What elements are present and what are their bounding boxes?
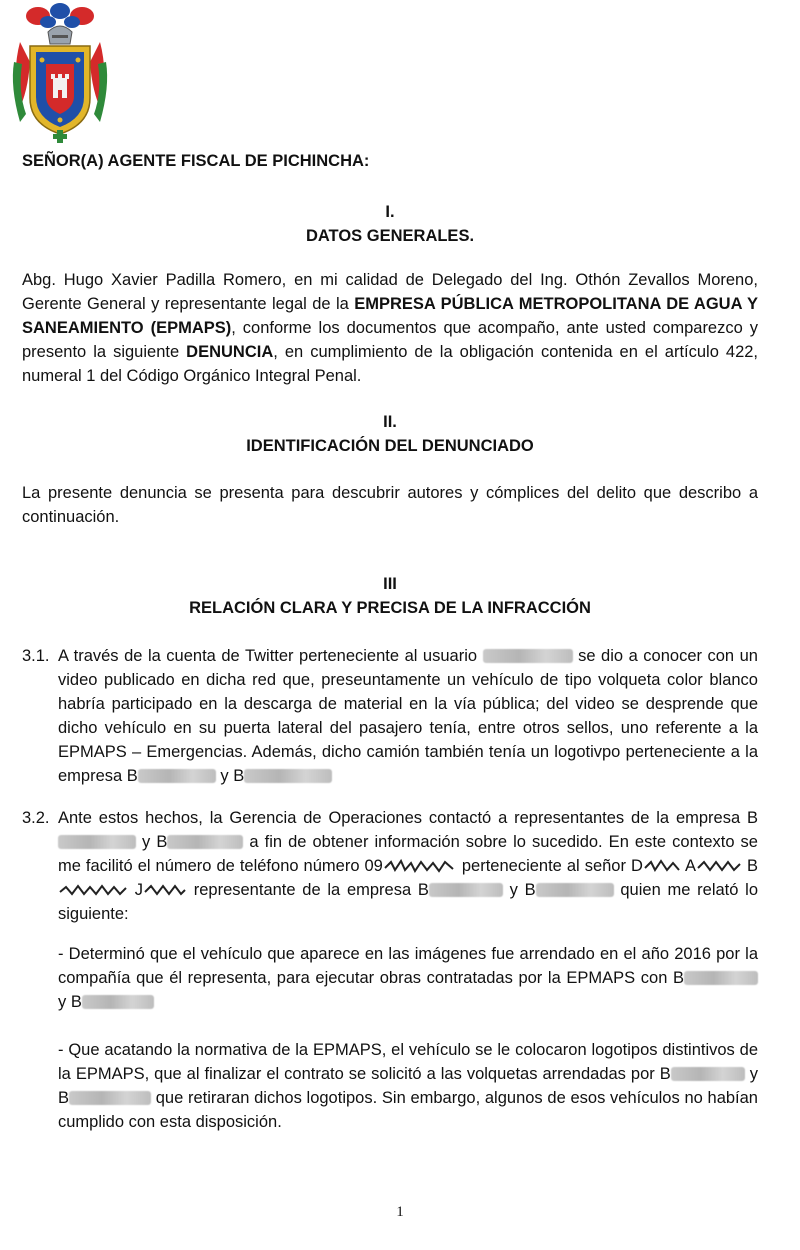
item-number: 3.2. [22,809,50,827]
identification-paragraph: La presente denuncia se presenta para descubrir autores y cómplices del delito que describo a continuación. [22,484,758,526]
redacted-name [82,995,154,1009]
coat-of-arms-icon [8,2,112,144]
section-title: RELACIÓN CLARA Y PRECISA DE LA INFRACCIÓN [189,599,591,617]
text-run: que retiraran dichos logotipos. Sin embargo, algunos de esos vehículos no habían cumplido con esta disposición. [58,1089,758,1131]
company-name: EMPRESA PÚBLICA METROPOLITANA DE AGUA Y SANEAMIENTO (EPMAPS) [22,295,758,337]
text-run: perteneciente al señor D [456,857,643,875]
redacted-phone-scribble [383,858,457,874]
redacted-name [138,769,216,783]
redacted-name-scribble [58,882,128,898]
redacted-name [429,883,503,897]
bullet-2 [58,1038,758,1134]
text-run: y B [58,993,82,1011]
item-body [58,806,758,926]
item-number: 3.1. [22,647,50,665]
section-number: I. [385,203,395,221]
section-number: II. [383,413,397,431]
text-run: representante de la empresa B [187,881,429,899]
item-3-2 [22,806,758,926]
redacted-name-scribble [696,858,742,874]
section-1-heading [22,200,758,248]
text-run: y B [58,1065,758,1107]
redacted-name [69,1091,151,1105]
text-run: Ante estos hechos, la Gerencia de Operaciones contactó a representantes de la empresa B [58,809,758,827]
text-run: se dio a conocer con un video publicado en dicha red que, preseuntamente un vehículo de tipo volqueta color blanco habría participado en la descarga de material en la vía pública; del video se desprende que dicho vehículo en su puerta lateral del pasajero tenía, entre otros sellos, uno referente a la EPMAPS – Emergencias. Además, dicho camión también tenía un logotivpo perteneciente a la empresa B [58,647,758,785]
redacted-name [536,883,614,897]
item-body [58,644,758,788]
text-run: a fin de obtener información sobre lo sucedido. En este contexto se me facilitó el número de teléfono número 09 [58,833,758,875]
section-2-heading [22,410,758,458]
redacted-name [671,1067,745,1081]
text-run: y B [215,767,245,785]
text-run: - Que acatando la normativa de la EPMAPS, el vehículo se le colocaron logotipos distintivos de la EPMAPS, que al finalizar el contrato se solicitó a las volquetas arrendadas por B [58,1041,758,1083]
text-run: y B [136,833,168,851]
redacted-name-scribble [643,858,681,874]
redacted-name [684,971,758,985]
section-3-heading [22,572,758,620]
page-number: 1 [396,1204,404,1220]
redacted-name [244,769,332,783]
text-run: , en cumplimiento de la obligación contenida en el artículo 422, numeral 1 del Código Orgánico Integral Penal. [22,343,759,385]
section-title: DATOS GENERALES. [305,227,475,245]
text-run: Abg. Hugo Xavier Padilla Romero, en mi calidad de Delegado del Ing. Othón Zevallos Moreno, Gerente General y representante legal de la [22,271,758,313]
text-run: - Determinó que el vehículo que aparece en las imágenes fue arrendado en el año 2016 por la compañía que él representa, para ejecutar obras contratadas por la EPMAPS con B [58,945,758,987]
section-number: III [383,575,397,593]
text-run: y B [502,881,536,899]
text-run: quien me relató lo siguiente: [58,881,758,923]
text-run: A [680,857,696,875]
intro-paragraph [22,268,758,388]
item-3-1 [22,644,758,788]
denuncia-keyword: DENUNCIA [186,343,274,361]
section-title: IDENTIFICACIÓN DEL DENUNCIADO [246,437,534,455]
text-run: B [742,857,759,875]
text-run: J [128,881,143,899]
redacted-name [167,835,243,849]
bullet-1 [58,942,758,1014]
redacted-name-scribble [143,882,187,898]
redacted-name [58,835,136,849]
redacted-username [483,649,573,663]
text-run: , conforme los documentos que acompaño, ante usted comparezco y presento la siguiente [22,319,758,361]
text-run: A través de la cuenta de Twitter perteneciente al usuario [58,647,483,665]
addressee-line: SEÑOR(A) AGENTE FISCAL DE PICHINCHA: [22,152,370,170]
